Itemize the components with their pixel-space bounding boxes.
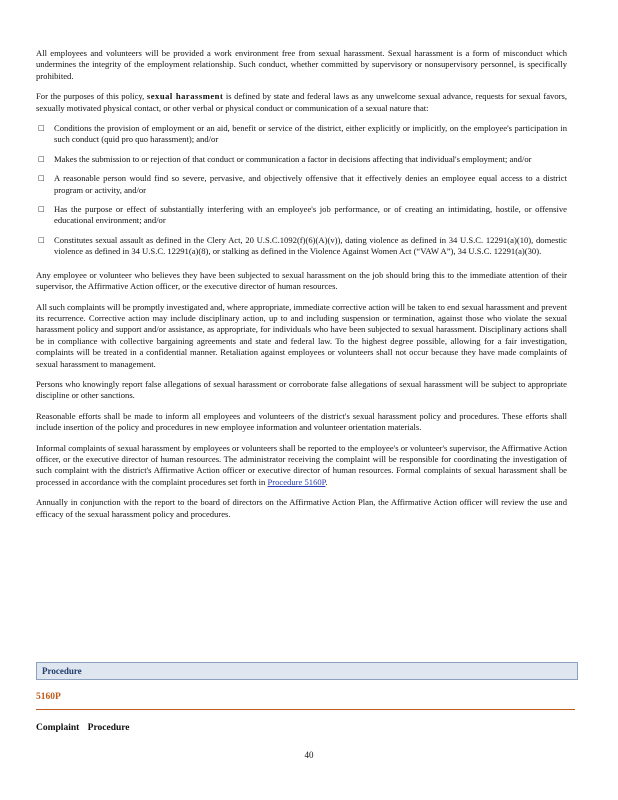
procedure-bar-label: Procedure xyxy=(42,666,82,676)
definition-lead: For the purposes of this policy, xyxy=(36,91,145,102)
procedure-subheading: Complaint Procedure xyxy=(36,723,130,733)
list-item: □ Makes the submission to or rejection of that conduct or communication a factor in decisions affecting that individual's employment; and/or xyxy=(38,153,532,164)
paragraph-investigation: All such complaints will be promptly investigated and, where appropriate, immediate corrective action will be taken to end sexual harassment and prevent its recurrence. Corrective action may include disciplinary action, up to and including suspension or termination, against those who violate the sexual harassment policy and support and/or assistance, as appropriate, for individuals who have been subjected to sexual harassment. Disciplinary actions shall be in compliance with collective bargaining agreements and state and federal law. To the highest degree possible, allowing for a fair investigation, complaints will be treated in a confidential manner. Retaliation against employees or volunteers shall not occur because they have made complaints of sexual harassment to management. xyxy=(36,301,567,369)
list-item: □ Constitutes sexual assault as defined in the Clery Act, 20 U.S.C.1092(f)(6)(A)(v)), dating violence as defined in 34 U.S.C. 12291(a)(10), domestic violence as defined in 34 U.S.C. 12291(a)(8), or stalking as defined in the Violence Against Women Act (“VAW A”), 34 U.S.C. 12291(a)(30). xyxy=(38,234,567,257)
list-item: □ Conditions the provision of employment or an aid, benefit or service of the district, either explicitly or implicitly, on the employee's participation in such conduct (quid pro quo harassment); and/or xyxy=(38,123,567,145)
checkbox-bullet-icon: □ xyxy=(38,154,45,163)
paragraph-awareness: Reasonable efforts shall be made to inform all employees and volunteers of the district's sexual harassment policy and procedures. These efforts shall include insertion of the policy and procedures in new employee information and volunteer orientation materials. xyxy=(36,410,567,433)
paragraph-false-allegations: Persons who knowingly report false allegations of sexual harassment or corroborate false allegations of sexual harassment will be subject to appropriate discipline or other sanctions. xyxy=(36,378,567,401)
definition-list xyxy=(36,123,567,258)
definition-text: is defined by state and federal laws as any unwelcome sexual advance, requests for sexual favors, sexually motivated physical contact, or other verbal or physical conduct or communication of a sexual nature that: xyxy=(36,91,567,113)
definition-term: sexual harassment xyxy=(146,91,224,102)
checkbox-bullet-icon: □ xyxy=(38,174,45,183)
paragraph-annual-review: Annually in conjunction with the report to the board of directors on the Affirmative Action Plan, the Affirmative Action officer will review the use and efficacy of the sexual harassment policy and procedures. xyxy=(36,497,567,519)
section-divider xyxy=(36,709,575,710)
procedure-section-bar xyxy=(36,662,578,680)
paragraph-reporting: Any employee or volunteer who believes they have been subjected to sexual harassment on the job should bring this to the immediate attention of their supervisor, the Affirmative Action officer, or the executive director of human resources. xyxy=(36,269,567,292)
procedure-code: 5160P xyxy=(36,692,61,702)
paragraph-definition xyxy=(36,91,567,114)
paragraph-intro: All employees and volunteers will be provided a work environment free from sexual harassment. Sexual harassment is a form of misconduct which undermines the integrity of the employment relationship. Such conduct, whether committed by supervisory or nonsupervisory personnel, is specifically prohibited. xyxy=(36,48,567,81)
list-item: □ Has the purpose or effect of substantially interfering with an employee's job performance, or of creating an intimidating, hostile, or offensive educational environment; and/or xyxy=(38,204,567,226)
checkbox-bullet-icon: □ xyxy=(38,124,45,133)
checkbox-bullet-icon: □ xyxy=(38,205,45,214)
page-number: 40 xyxy=(304,750,314,760)
procedure-link[interactable]: Procedure 5160P xyxy=(267,476,326,487)
list-item: □ A reasonable person would find so severe, pervasive, and objectively offensive that it effectively denies an employee equal access to a district program or activity, and/or xyxy=(38,173,567,195)
paragraph-complaints: Informal complaints of sexual harassment by employees or volunteers shall be reported to the employee's or volunteer's supervisor, the Affirmative Action officer, or the executive director of human resources. The administrator receiving the complaint will be responsible for coordinating the investigation of such complaint with the district's Affirmative Action officer or executive director of human resources. Formal complaints of sexual harassment shall be processed in accordance with the complaint procedures set forth in Procedure 5160P. xyxy=(36,442,567,487)
checkbox-bullet-icon: □ xyxy=(38,235,45,244)
document-body xyxy=(36,48,567,529)
